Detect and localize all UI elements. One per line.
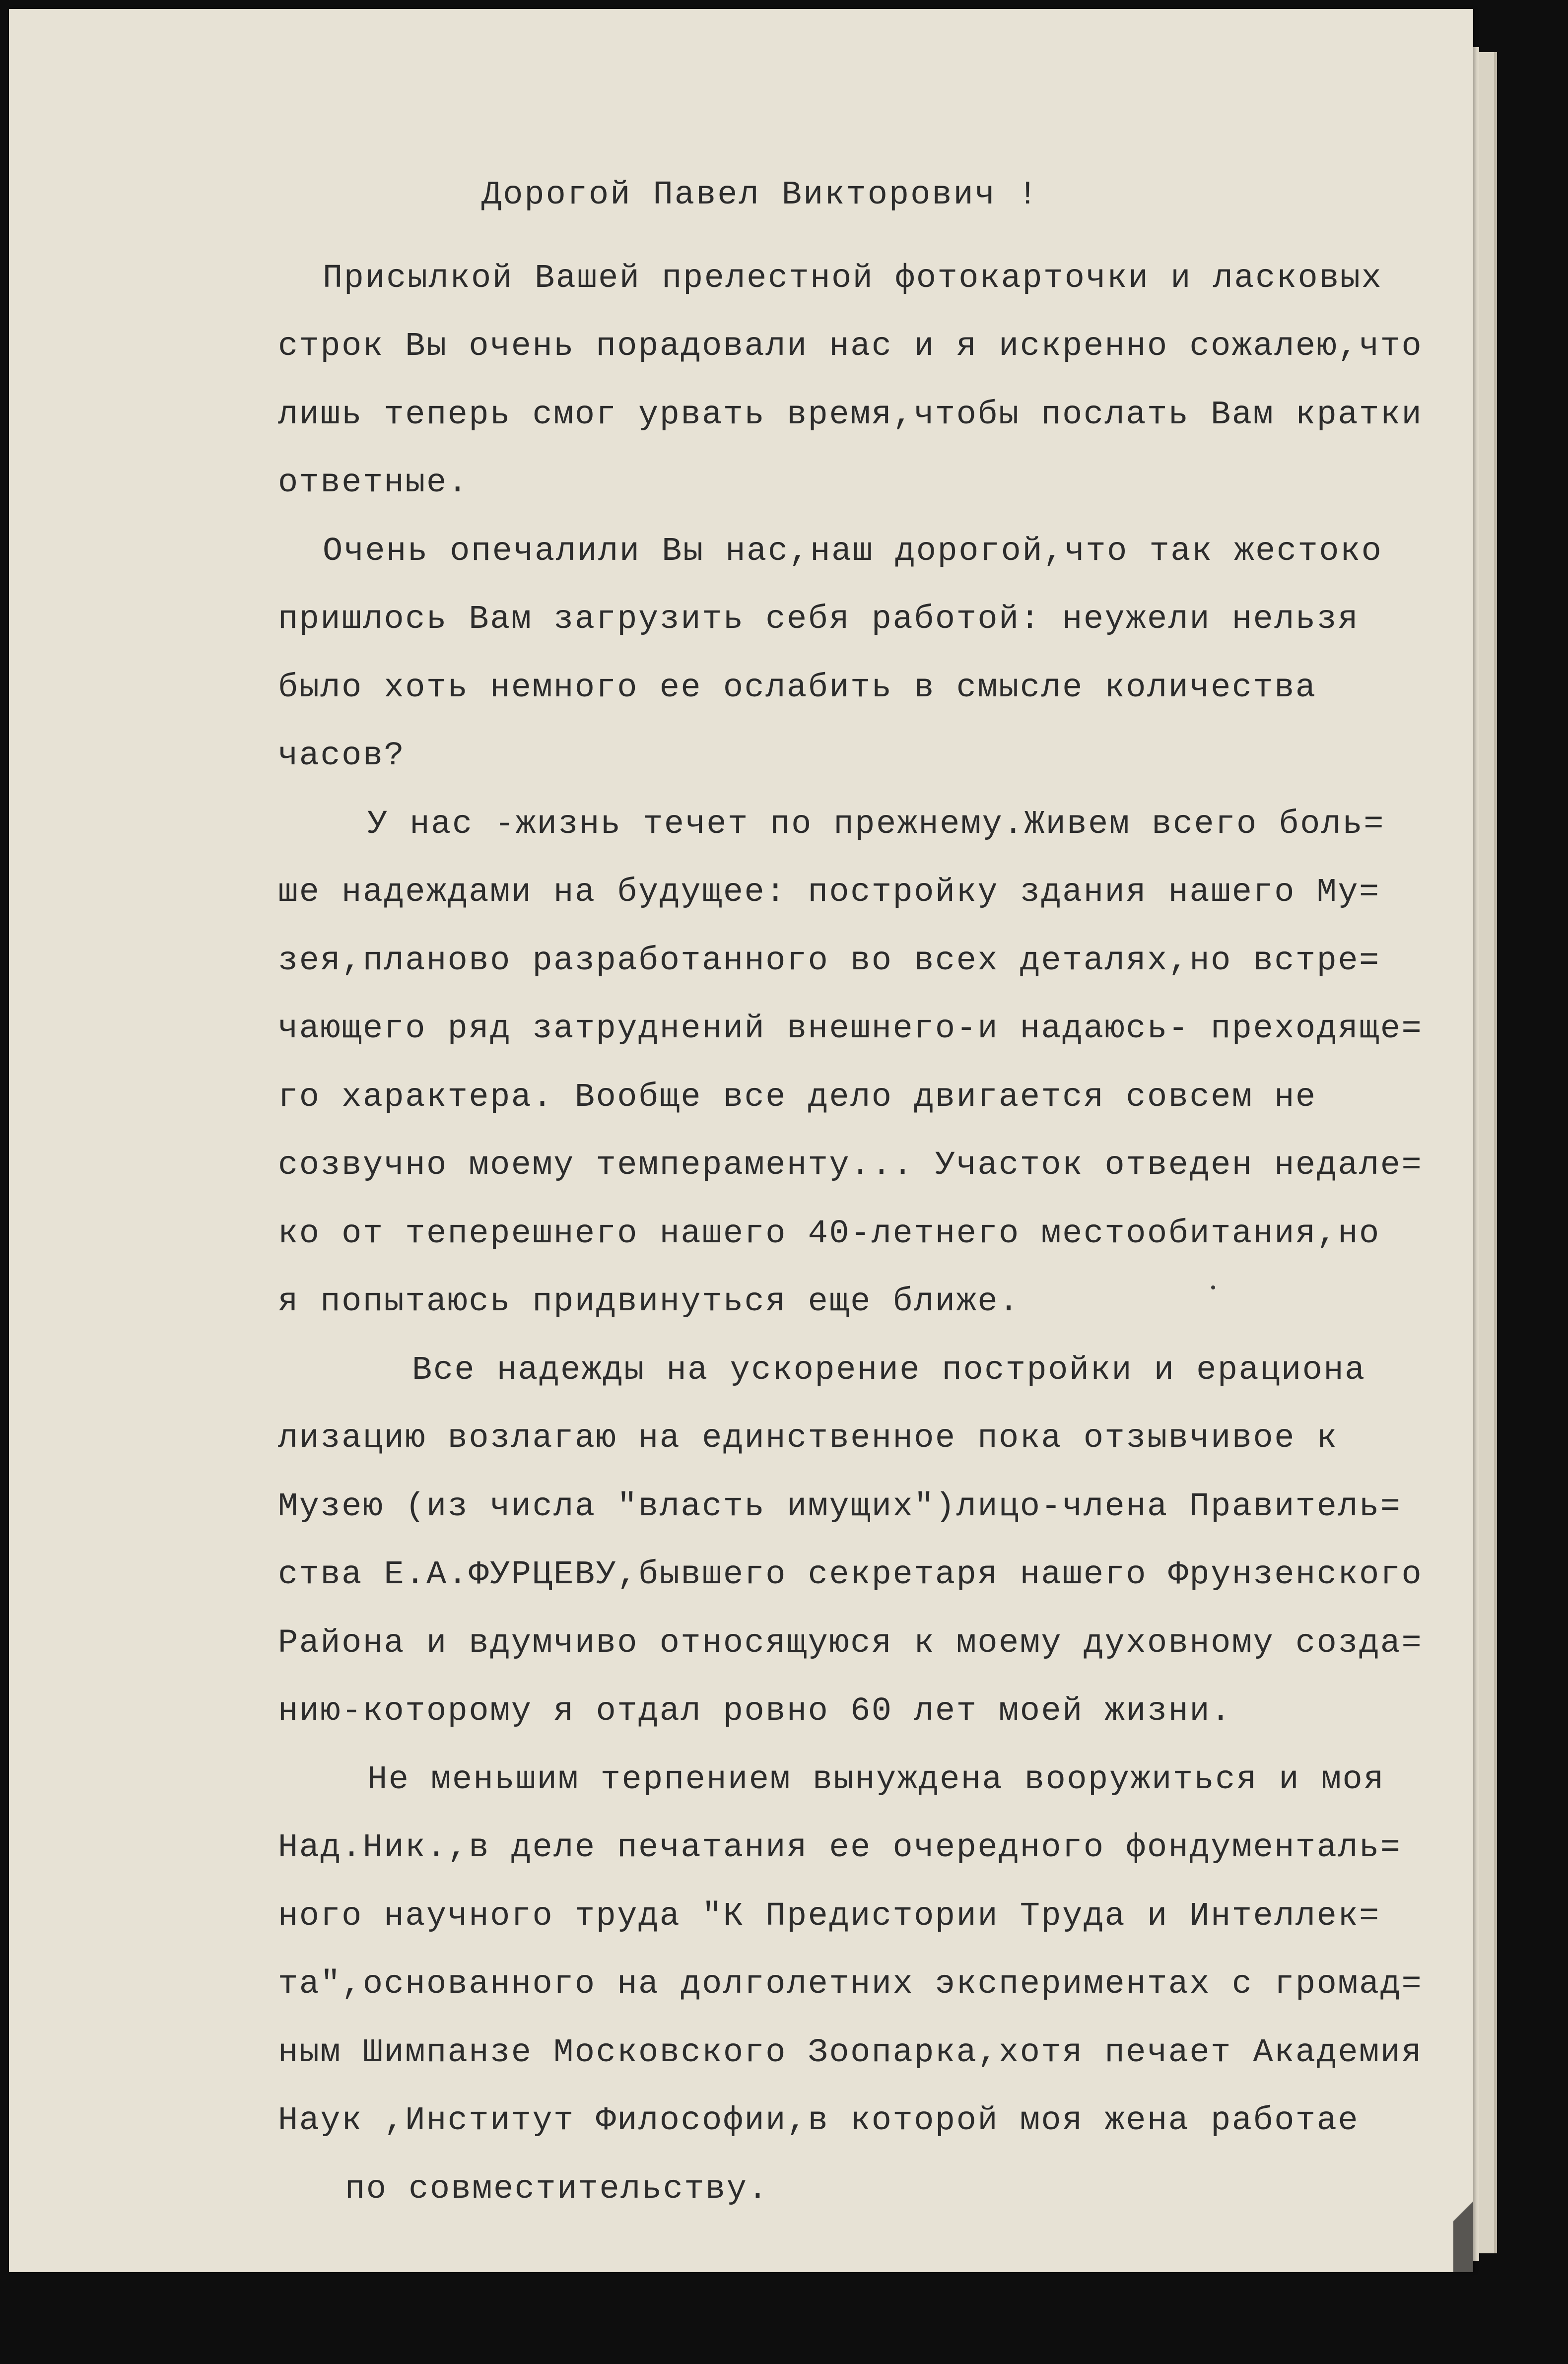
letter-body [278,245,1479,2224]
letter-line: было хоть немного ее ослабить в смысле количества [278,669,1317,707]
letter-line: Не меньшим терпением вынуждена вооружиться и моя [367,1760,1385,1799]
letter-line: Музею (из числа "власть имущих")лицо-члена Правитель= [278,1487,1402,1526]
letter-line: го характера. Вообще все дело двигается совсем не [278,1078,1317,1116]
letter-line: Над.Ник.,в деле печатания ее очередного фондументаль= [278,1829,1402,1867]
letter-line: лишь теперь смог урвать время,чтобы послать Вам кратки [278,396,1423,434]
letter-line: пришлось Вам загрузить себя работой: неужели нельзя [278,601,1360,638]
letter-line: Наук ,Институт Философии,в которой моя жена работае [278,2102,1360,2140]
letter-line: ным Шимпанзе Московского Зоопарка,хотя печает Академия [278,2033,1423,2072]
letter-line: часов? [278,737,406,775]
letter-line: Очень опечалили Вы нас,наш дорогой,что так жестоко [323,532,1383,570]
letter-line: Присылкой Вашей прелестной фотокарточки и ласковых [323,259,1383,297]
letter-line: Района и вдумчиво относящуюся к моему духовному созда= [278,1624,1423,1662]
letter-line: ответные. [278,464,469,502]
letter-line: нию-которому я отдал ровно 60 лет моей жизни. [278,1692,1232,1730]
letter-line: строк Вы очень порадовали нас и я искренно сожалею,что [278,328,1423,365]
letter-line: та",основанного на долголетних экспериментах с громад= [278,1965,1423,2003]
letter-line: я попытаюсь придвинуться еще ближе. [278,1283,1020,1321]
letter-line: ного научного труда "К Предистории Труда и Интеллек= [278,1897,1380,1935]
letter-greeting: Дорогой Павел Викторович ! [481,176,1039,214]
ink-dot [1211,1285,1215,1289]
letter-line: по совместительству. [345,2170,769,2208]
letter-line: Все надежды на ускорение постройки и ерациона [412,1351,1366,1389]
letter-line: чающего ряд затруднений внешнего-и надаюсь- преходяще= [278,1010,1423,1048]
letter-line: У нас -жизнь течет по прежнему.Живем всего боль= [367,805,1385,843]
letter-line: лизацию возлагаю на единственное пока отзывчивое к [278,1419,1338,1457]
letter-line: ко от теперешнего нашего 40-летнего местообитания,но [278,1215,1380,1253]
letter-line: ства Е.А.ФУРЦЕВУ,бывшего секретаря нашего Фрунзенского [278,1556,1423,1594]
letter-line: созвучно моему темпераменту... Участок отведен недале= [278,1147,1423,1184]
letter-line: зея,планово разработанного во всех деталях,но встре= [278,942,1380,980]
letter-line: ше надеждами на будущее: постройку здания нашего Му= [278,874,1380,911]
